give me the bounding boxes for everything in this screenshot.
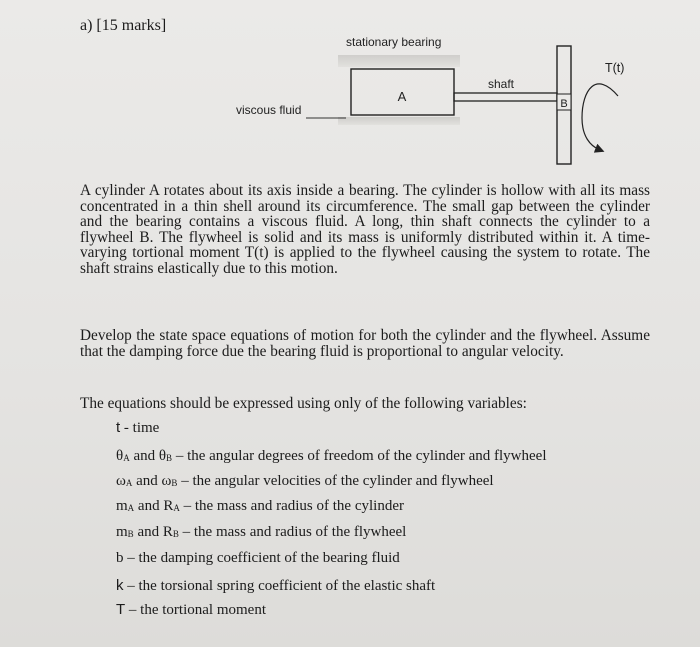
variables-intro: The equations should be expressed using only of the following variables: [80, 395, 527, 412]
variable-description: – the damping coefficient of the bearing fluid [123, 550, 400, 566]
bearing-housing [338, 55, 460, 67]
variable-description: – the torsional spring coefficient of the elastic shaft [123, 578, 436, 594]
variable-subscript: A [127, 503, 135, 513]
variable-mass-a [116, 498, 404, 515]
variable-conjunction: and [133, 524, 163, 540]
cylinder-a-label: A [397, 89, 407, 104]
problem-description: A cylinder A rotates about its axis inside a bearing. The cylinder is hollow with all its mass concentrated in a thin shell around its circumference. The small gap between the cylinder and the bearing contains a viscous fluid. A long, thin shaft connects the cylinder to a flywheel B. The flywheel is solid and its mass is uniformly distributed within it. A time-varying tortional moment T(t) is applied to the flywheel causing the system to rotate. The shaft strains elastically due to this motion. [80, 182, 650, 277]
variable-mass-b [116, 524, 406, 541]
variable-subscript: A [173, 503, 180, 513]
fluid-gap [338, 117, 460, 125]
bearing-label: stationary bearing [346, 35, 442, 49]
variable-symbol: T [116, 601, 126, 618]
variable-description: – the mass and radius of the flywheel [178, 524, 407, 540]
variable-symbol: R [163, 498, 174, 514]
variable-symbol: m [116, 524, 128, 540]
variable-subscript: B [171, 478, 178, 488]
variable-conjunction: and [129, 448, 159, 464]
variable-b [116, 550, 400, 567]
variable-symbol: t [116, 419, 121, 436]
variable-k [116, 577, 435, 595]
variable-subscript: B [172, 529, 179, 539]
variable-description: – the tortional moment [125, 602, 266, 618]
torque-arrow [582, 84, 618, 150]
system-diagram [0, 0, 700, 190]
variable-t [116, 419, 159, 437]
variable-theta [116, 448, 547, 465]
variable-subscript: B [166, 453, 173, 463]
variable-symbol: θ [116, 448, 124, 464]
variable-description: - time [120, 420, 160, 436]
variable-description: – the mass and radius of the cylinder [179, 498, 404, 514]
variable-symbol: m [116, 498, 128, 514]
variable-symbol: k [116, 577, 124, 594]
shaft [454, 93, 557, 101]
variable-description: – the angular degrees of freedom of the cylinder and flywheel [172, 448, 547, 464]
variable-description: – the angular velocities of the cylinder and flywheel [177, 473, 494, 489]
variable-symbol: ω [161, 473, 172, 489]
viscous-fluid-label: viscous fluid [236, 103, 302, 117]
flywheel-b-label: B [560, 98, 568, 110]
variable-subscript: B [127, 529, 134, 539]
variable-subscript: A [123, 453, 130, 463]
torque-label: T(t) [605, 61, 625, 75]
shaft-label: shaft [488, 77, 515, 91]
variable-symbol: θ [158, 448, 167, 464]
variable-subscript: A [125, 478, 133, 488]
variable-conjunction: and [134, 498, 164, 514]
variable-symbol: R [162, 524, 173, 540]
variable-symbol: b [116, 550, 124, 566]
variable-omega [116, 473, 494, 490]
variable-torque [116, 601, 266, 619]
variable-symbol: ω [116, 473, 126, 489]
question-marks: a) [15 marks] [80, 17, 167, 34]
problem-task: Develop the state space equations of motion for both the cylinder and the flywheel. Assume that the damping force due the bearing fluid is proportional to angular velocity. [80, 327, 650, 360]
variable-conjunction: and [132, 473, 162, 489]
